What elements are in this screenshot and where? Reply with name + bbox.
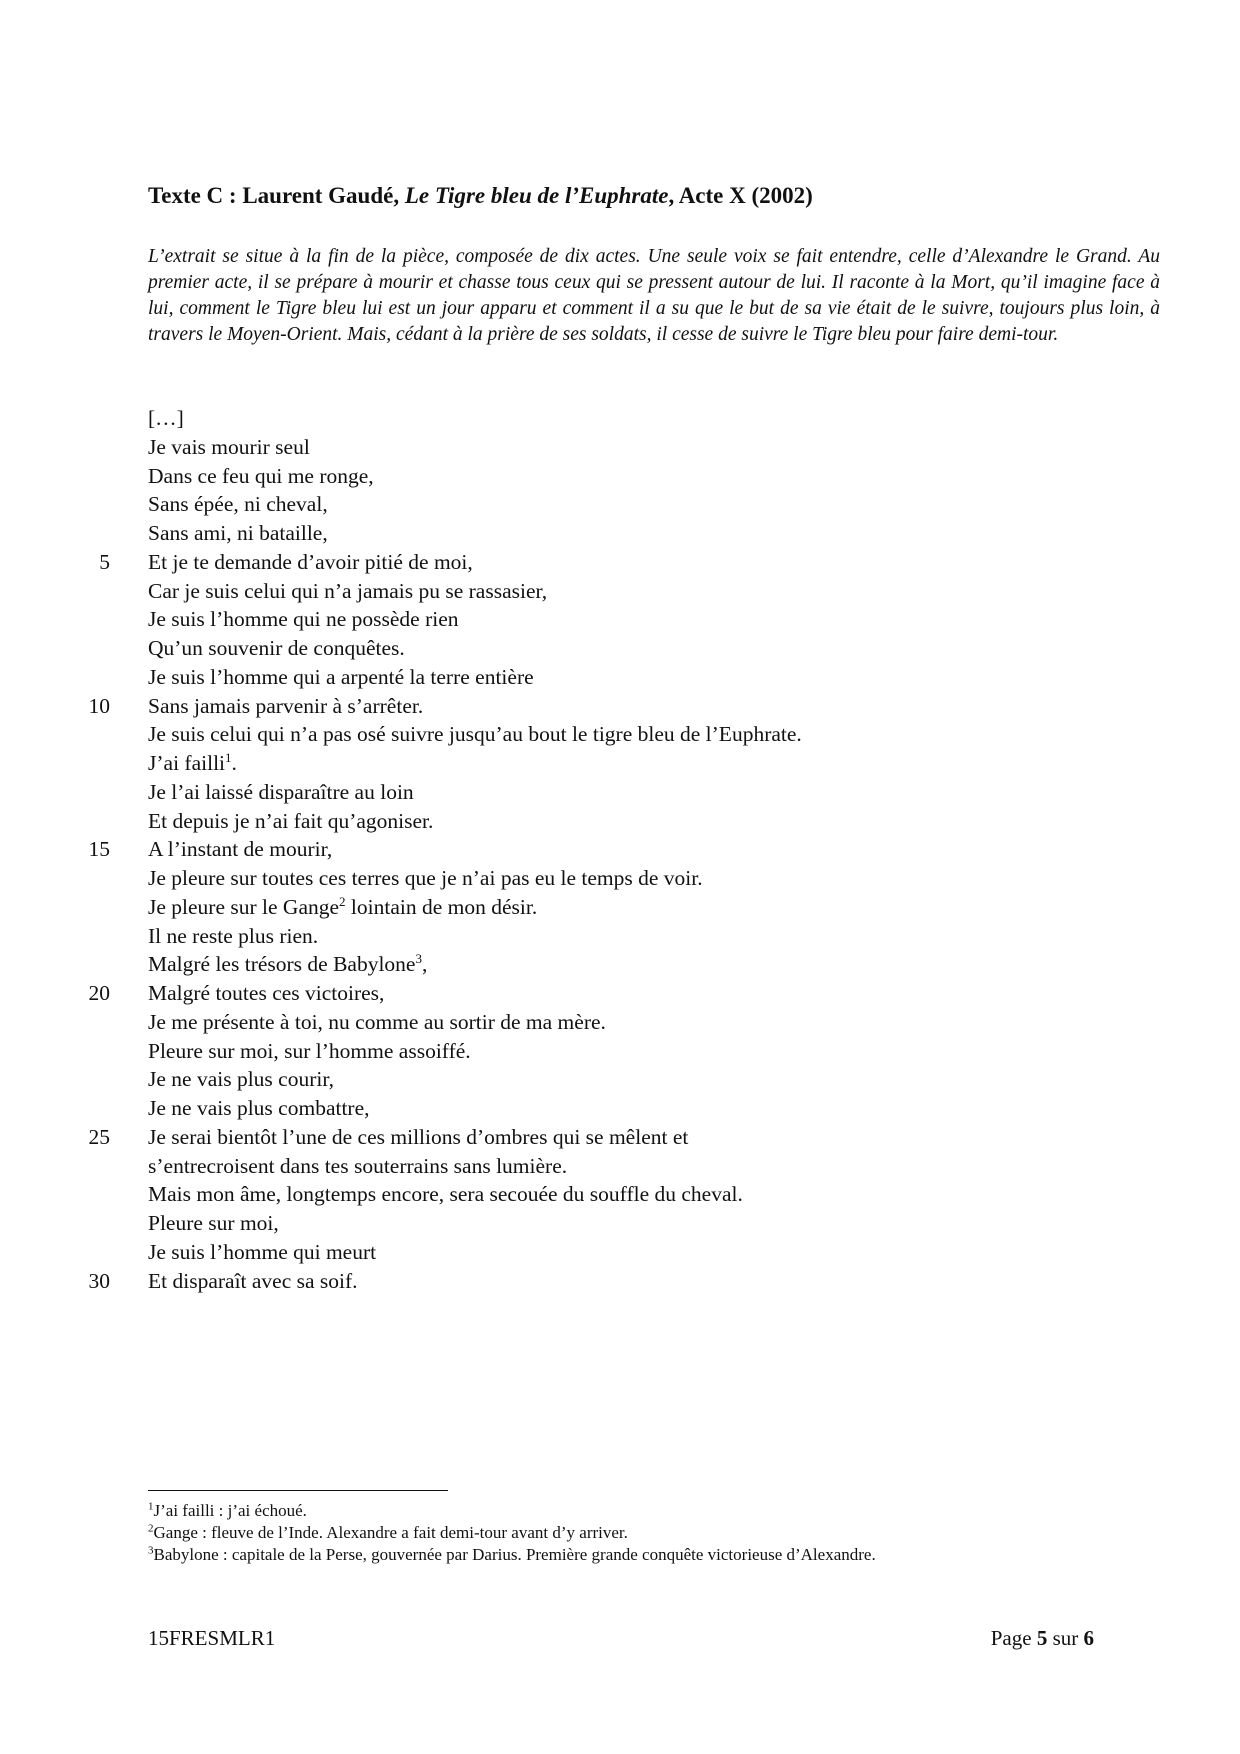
heading-suffix: , Acte X (2002) xyxy=(668,183,813,208)
poem-extract xyxy=(0,404,1240,1295)
page-number xyxy=(991,1626,1094,1651)
page-total: 6 xyxy=(1083,1626,1094,1650)
page-current: 5 xyxy=(1036,1626,1048,1650)
footnote-text: Babylone : capitale de la Perse, gouvernée par Darius. Première grande conquête victorieuse d’Alexandre. xyxy=(153,1545,876,1564)
verse-line xyxy=(0,692,1240,721)
footnote-text: J’ai failli : j’ai échoué. xyxy=(153,1501,307,1520)
line-number: 5 xyxy=(99,549,110,574)
footnote-item xyxy=(148,1544,1148,1566)
verse-text: Car je suis celui qui n’a jamais pu se rassasier, xyxy=(148,578,548,603)
verse-text xyxy=(148,749,237,778)
verse-line xyxy=(0,1180,1240,1209)
verse-text: Qu’un souvenir de conquêtes. xyxy=(148,636,405,660)
verse-text xyxy=(148,893,537,922)
footnote-item xyxy=(148,1500,1148,1522)
verse-text: Dans ce feu qui me ronge, xyxy=(148,463,374,488)
verse-segment-after: , xyxy=(421,952,428,977)
footnote-divider xyxy=(148,1490,448,1491)
verse-text: Malgré toutes ces victoires, xyxy=(148,981,385,1005)
verse-line xyxy=(0,1008,1240,1037)
verse-text: Je suis l’homme qui a arpenté la terre entière xyxy=(148,664,534,689)
verse-line xyxy=(0,749,1240,778)
verse-line xyxy=(0,864,1240,893)
line-number: 20 xyxy=(88,981,110,1005)
verse-text: Sans jamais parvenir à s’arrêter. xyxy=(148,693,424,718)
verse-line xyxy=(0,519,1240,548)
verse-line xyxy=(0,433,1240,462)
page-separator: sur xyxy=(1047,1626,1084,1650)
verse-line xyxy=(0,979,1240,1008)
text-heading xyxy=(148,183,813,209)
verse-line xyxy=(0,1094,1240,1123)
verse-line xyxy=(0,1123,1240,1152)
verse-text: Je l’ai laissé disparaître au loin xyxy=(148,779,414,804)
verse-line xyxy=(0,922,1240,951)
verse-line xyxy=(0,577,1240,606)
verse-text: Il ne reste plus rien. xyxy=(148,923,319,948)
verse-line xyxy=(0,663,1240,692)
introduction-paragraph: L’extrait se situe à la fin de la pièce, composée de dix actes. Une seule voix se fait entendre, celle d’Alexandre le Grand. Au premier acte, il se prépare à mourir et chasse tous ceux qui se pressent autour de lui. Il raconte à la Mort, qu’il imagine face à lui, comment le Tigre bleu lui est un jour apparu et comment il a su que le but de sa vie était de le suivre, toujours plus loin, à travers le Moyen-Orient. Mais, cédant à la prière de ses soldats, il cesse de suivre le Tigre bleu pour faire demi-tour. xyxy=(148,246,1160,345)
verse-line xyxy=(0,1065,1240,1094)
verse-text: Je me présente à toi, nu comme au sortir de ma mère. xyxy=(148,1009,606,1034)
verse-text: Je suis l’homme qui meurt xyxy=(148,1239,377,1264)
verse-text: Je ne vais plus combattre, xyxy=(148,1096,370,1120)
verse-segment: Je pleure sur le Gange xyxy=(148,894,340,919)
footnote-text: Gange : fleuve de l’Inde. Alexandre a fait demi-tour avant d’y arriver. xyxy=(153,1523,628,1542)
verse-text: Pleure sur moi, sur l’homme assoiffé. xyxy=(148,1038,471,1063)
verse-text: Et disparaît avec sa soif. xyxy=(148,1268,358,1293)
verse-line xyxy=(0,807,1240,836)
page-label: Page xyxy=(990,1626,1037,1650)
verse-line xyxy=(0,490,1240,519)
verse-text: Pleure sur moi, xyxy=(148,1211,279,1235)
footnote-ref-1: 1 xyxy=(225,749,232,765)
verse-text: Je suis celui qui n’a pas osé suivre jusqu’au bout le tigre bleu de l’Euphrate. xyxy=(148,722,802,747)
verse-text: Je serai bientôt l’une de ces millions d’ombres qui se mêlent et xyxy=(148,1124,689,1149)
footnote-item xyxy=(148,1522,1148,1544)
verse-text: Je vais mourir seul xyxy=(148,434,310,459)
verse-line xyxy=(0,548,1240,577)
verse-line xyxy=(0,835,1240,864)
verse-line xyxy=(0,1037,1240,1066)
verse-line xyxy=(0,605,1240,634)
line-number: 15 xyxy=(88,837,110,862)
verse-line xyxy=(0,720,1240,749)
heading-prefix: Texte C : Laurent Gaudé, xyxy=(148,183,405,208)
verse-line xyxy=(0,950,1240,979)
footnote-mark: 3 xyxy=(148,1544,154,1557)
line-number: 30 xyxy=(88,1268,110,1293)
verse-line xyxy=(0,1209,1240,1238)
line-number: 25 xyxy=(88,1124,110,1149)
verse-segment: Malgré les trésors de Babylone xyxy=(148,952,416,977)
verse-text: A l’instant de mourir, xyxy=(148,837,333,862)
verse-line xyxy=(0,1238,1240,1267)
line-number: 10 xyxy=(88,693,110,718)
verse-line xyxy=(0,634,1240,663)
footnote-mark: 2 xyxy=(148,1522,154,1535)
verse-line xyxy=(0,1152,1240,1181)
work-title: Le Tigre bleu de l’Euphrate xyxy=(404,183,669,208)
verse-line xyxy=(0,893,1240,922)
verse-segment-after: . xyxy=(231,751,237,775)
verse-text: Sans ami, ni bataille, xyxy=(148,521,328,545)
footnote-ref-2: 2 xyxy=(339,893,346,909)
verse-line xyxy=(0,778,1240,807)
verse-text: Mais mon âme, longtemps encore, sera secouée du souffle du cheval. xyxy=(148,1182,743,1207)
verse-line xyxy=(0,1267,1240,1296)
exam-code: 15FRESMLR1 xyxy=(148,1626,276,1650)
footnotes xyxy=(148,1500,1148,1566)
verse-text: Et je te demande d’avoir pitié de moi, xyxy=(148,549,473,574)
verse-segment: J’ai failli xyxy=(148,751,226,775)
footnote-mark: 1 xyxy=(148,1500,154,1513)
verse-text: Je suis l’homme qui ne possède rien xyxy=(148,607,459,632)
verse-text: s’entrecroisent dans tes souterrains sans lumière. xyxy=(148,1153,568,1178)
footnote-ref-3: 3 xyxy=(415,951,422,967)
verse-text: Sans épée, ni cheval, xyxy=(148,492,328,517)
verse-text: Je ne vais plus courir, xyxy=(148,1067,335,1092)
verse-text: Et depuis je n’ai fait qu’agoniser. xyxy=(148,808,434,833)
verse-text xyxy=(148,950,427,979)
verse-line xyxy=(0,404,1240,433)
verse-text: […] xyxy=(148,406,184,430)
verse-text: Je pleure sur toutes ces terres que je n’ai pas eu le temps de voir. xyxy=(148,866,703,890)
verse-line xyxy=(0,462,1240,491)
verse-segment-after: lointain de mon désir. xyxy=(345,894,538,919)
